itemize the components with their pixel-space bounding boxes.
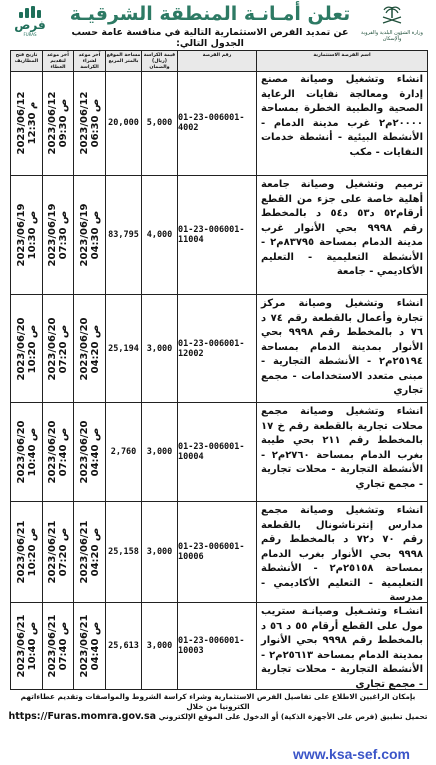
furas-bars-icon xyxy=(6,6,54,18)
cell-opportunity-no: 01-23-006001-12002 xyxy=(177,295,256,402)
cell-submit-date xyxy=(42,502,73,602)
submit-time: 07:20 ص xyxy=(58,324,69,373)
open-time: 12:30 م xyxy=(26,101,38,145)
booklet-time: 04:40 ص xyxy=(89,427,101,477)
cell-area: 25,194 xyxy=(105,295,141,402)
ministry-logo xyxy=(352,4,432,42)
furas-website-link[interactable]: https://Furas.momra.gov.sa xyxy=(8,711,157,722)
open-date: 2023/06/21 xyxy=(15,520,27,584)
table-header xyxy=(11,51,427,72)
booklet-date: 2023/06/21 xyxy=(78,614,90,678)
cell-opportunity-no: 01-23-006001-10006 xyxy=(177,502,256,602)
cell-guarantee: 3,000 xyxy=(141,603,177,689)
open-time: 10:40 ص xyxy=(26,621,38,671)
booklet-date: 2023/06/19 xyxy=(78,203,90,267)
cell-submit-date xyxy=(42,403,73,501)
cell-opportunity-no: 01-23-006001-11004 xyxy=(177,176,256,294)
cell-booklet-date xyxy=(73,71,105,175)
open-time: 10:30 ص xyxy=(26,210,38,260)
cell-guarantee: 3,000 xyxy=(141,403,177,501)
booklet-time: 06:30 ص xyxy=(89,98,101,148)
table-row xyxy=(11,71,427,176)
submit-date: 2023/06/21 xyxy=(47,614,58,678)
cell-open-date xyxy=(11,176,42,294)
header xyxy=(0,0,436,48)
header-booklet-date: آخر موعد لشراء الكراسة xyxy=(73,51,105,71)
submit-time: 07:40 ص xyxy=(58,621,69,671)
booklet-date: 2023/06/12 xyxy=(78,91,90,155)
cell-open-date xyxy=(11,502,42,602)
opportunities-table xyxy=(10,50,428,690)
cell-booklet-date xyxy=(73,403,105,501)
submit-date: 2023/06/19 xyxy=(47,203,58,267)
cell-open-date xyxy=(11,71,42,175)
page-title: تعلن أمـانـة المنطقة الشرقيـة xyxy=(69,3,351,25)
cell-area: 2,760 xyxy=(105,403,141,501)
cell-booklet-date xyxy=(73,502,105,602)
cell-description: انشاء وتشغيل وصيانة مجمع محلات تجارية بالقطعة رقم خ ١٧ بالمخطط رقم ٢١١ بحي طيبة بغرب الدمام بمساحة ٢٧٦٠م٢ - الأنشطة التجارية - محلات تجارية - مجمع تجاري xyxy=(256,403,427,501)
open-time: 10:20 ص xyxy=(26,527,38,577)
header-opportunity-no: رقم الفرصة xyxy=(177,51,256,71)
open-time: 10:40 ص xyxy=(26,427,38,477)
cell-submit-date xyxy=(42,603,73,689)
page-subtitle: عن تمديد الفرص الاستثمارية التالية في منافسة عامة حسب الجدول التالي: xyxy=(71,27,349,49)
table-row xyxy=(11,295,427,403)
open-date: 2023/06/19 xyxy=(15,203,27,267)
submit-time: 07:20 ص xyxy=(58,527,69,577)
header-area: مساحة الموقع بالمتر المربع xyxy=(105,51,141,71)
cell-submit-date xyxy=(42,295,73,402)
open-date: 2023/06/21 xyxy=(15,614,27,678)
cell-open-date xyxy=(11,403,42,501)
header-submit-date: آخر موعد لتقديم العطاء xyxy=(42,51,73,71)
footer-note xyxy=(6,692,430,722)
booklet-time: 04:30 ص xyxy=(89,210,101,260)
ministry-name: وزارة الشؤون البلدية والقروية والإسكان xyxy=(361,30,423,42)
cell-open-date xyxy=(11,603,42,689)
cell-description: انشـاء وتشـغيل وصيانـة ستريب مول على القطع أرقام ٥٥ د ٥٦ د بالمخطط رقم ٩٩٩٨ بحي الأنوار بمدينة الدمام بمساحة ٢٥٦١٣م٢ - الأنشطة التجارية - محلات تجارية - مجمع تجاري xyxy=(256,603,427,689)
cell-opportunity-no: 01-23-006001-4002 xyxy=(177,71,256,175)
footer-line-2 xyxy=(6,712,430,722)
furas-logo-sub: FURAS xyxy=(23,32,37,37)
cell-booklet-date xyxy=(73,603,105,689)
submit-date: 2023/06/20 xyxy=(47,420,58,484)
submit-time: 07:30 ص xyxy=(58,210,69,260)
submit-date: 2023/06/12 xyxy=(47,91,58,155)
cell-area: 20,000 xyxy=(105,71,141,175)
open-time: 10:20 ص xyxy=(26,324,38,373)
cell-booklet-date xyxy=(73,295,105,402)
cell-booklet-date xyxy=(73,176,105,294)
booklet-date: 2023/06/21 xyxy=(78,520,90,584)
header-open-date: تاريخ فتح المظاريف xyxy=(14,53,39,64)
submit-time: 07:40 ص xyxy=(58,427,69,477)
cell-description: انشاء وتشغيل وصيانة مركز تجارة وأعمال بالقطعة رقم ٧٤ د ٧٦ د بالمخطط رقم ٩٩٩٨ بحي الأنوار بمدينة الدمام بمساحة ٢٥١٩٤م٢ - الأنشطة التجارية - مبنى متعدد الاستخدامات - مجمع تجاري xyxy=(256,295,427,402)
cell-description: ترميم وتشغيل وصيانة جامعة أهلية خاصة على جزء من القطع أرقام٥٢ د٥٣ د٥٤ د بالمخطط رقم ٩٩٩٨ بحي الأنوار غرب مدينة الدمام بمساحة ٨٣٧٩٥م٢ - الأنشطة التعليمية - التعليم الأكاديمي - جامعة xyxy=(256,176,427,294)
cell-guarantee: 3,000 xyxy=(141,502,177,602)
submit-date: 2023/06/21 xyxy=(47,520,58,584)
table-body xyxy=(11,71,427,689)
table-row xyxy=(11,603,427,689)
site-watermark: www.ksa-sef.com xyxy=(293,746,410,762)
submit-time: 09:30 ص xyxy=(58,98,69,148)
cell-area: 25,158 xyxy=(105,502,141,602)
cell-area: 25,613 xyxy=(105,603,141,689)
cell-opportunity-no: 01-23-006001-10004 xyxy=(177,403,256,501)
cell-guarantee: 5,000 xyxy=(141,71,177,175)
cell-open-date xyxy=(11,295,42,402)
booklet-date: 2023/06/20 xyxy=(78,317,90,380)
booklet-time: 04:20 ص xyxy=(89,527,101,577)
booklet-time: 04:40 ص xyxy=(89,621,101,671)
open-date: 2023/06/12 xyxy=(15,91,27,155)
cell-area: 83,795 xyxy=(105,176,141,294)
table-row xyxy=(11,403,427,502)
palm-swords-emblem-icon xyxy=(379,4,405,26)
header-description: اسم الفرصة الاستثمارية xyxy=(256,51,427,71)
table-row xyxy=(11,176,427,295)
cell-description: انشاء وتشغيل وصيانة مجمع مدارس إنترناشونال بالقطعة رقم ٧٠ د٧٢ د بالمخطط رقم ٩٩٩٨ بحي الأنوار بغرب الدمام بمساحة ٢٥١٥٨م٢ - الأنشطة التعليمية - التعليم الأكاديمي - مدرسة xyxy=(256,502,427,602)
open-date: 2023/06/20 xyxy=(15,317,27,380)
booklet-time: 04:20 ص xyxy=(89,324,101,373)
submit-date: 2023/06/20 xyxy=(47,317,58,380)
open-date: 2023/06/20 xyxy=(15,420,27,484)
cell-submit-date xyxy=(42,176,73,294)
footer-line-1: بإمكان الراغبين الاطلاع على تفاصيل الفرص الاستثمارية وشراء كراسة الشروط والمواصفات وتقديم عطاءاتهم الكترونيا من خلال xyxy=(20,692,416,711)
cell-opportunity-no: 01-23-006001-10003 xyxy=(177,603,256,689)
cell-description: انشاء وتشغيل وصيانة مصنع إدارة ومعالجة نفايات الرعاية الصحية والطبية الخطرة بمساحة ٢٠٠٠٠م٢ غرب مدينة الدمام - الأنشطة البيئية - أنشطة خدمات النفايات - مكب xyxy=(256,71,427,175)
cell-guarantee: 4,000 xyxy=(141,176,177,294)
booklet-date: 2023/06/20 xyxy=(78,420,90,484)
footer-line-2-text: تحميل تطبيق (فرص على الأجهزة الذكية) أو الدخول على الموقع الإلكتروني xyxy=(158,712,428,721)
header-guarantee: قيمة الكراسة (ريال) والضمان xyxy=(141,51,177,71)
cell-guarantee: 3,000 xyxy=(141,295,177,402)
table-row xyxy=(11,502,427,603)
cell-submit-date xyxy=(42,71,73,175)
furas-logo-text: فرص xyxy=(14,18,46,32)
furas-logo xyxy=(6,6,54,42)
